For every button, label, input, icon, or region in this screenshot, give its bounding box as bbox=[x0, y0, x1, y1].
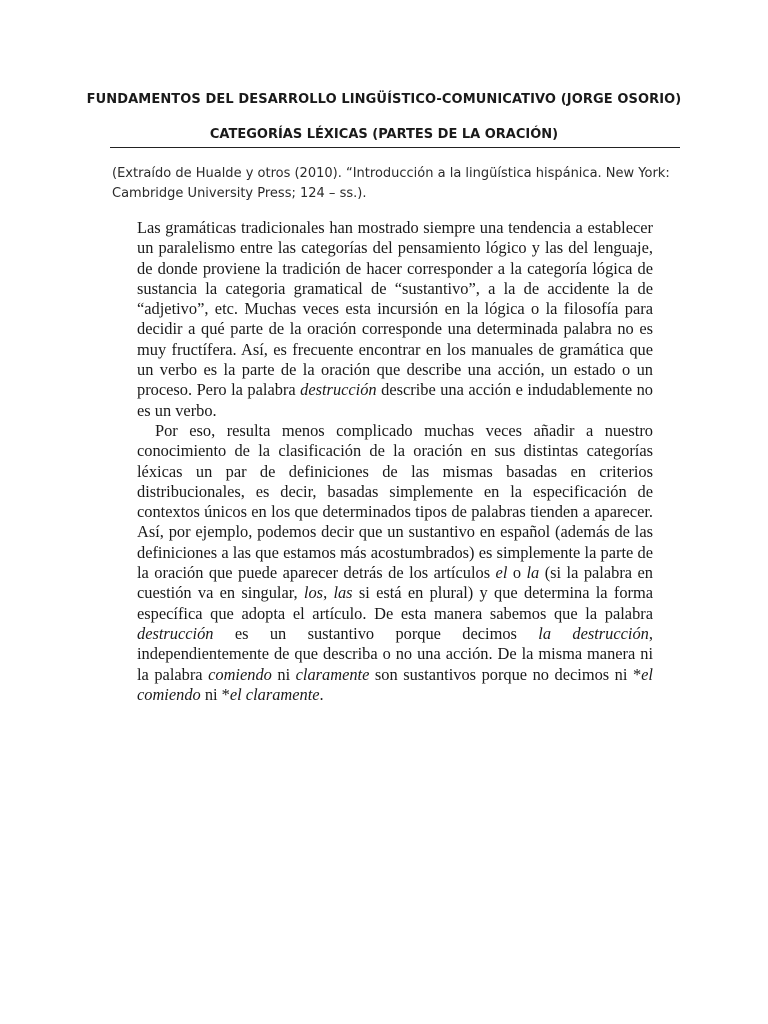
heading-rule bbox=[110, 147, 680, 148]
text-run: ni * bbox=[200, 684, 230, 704]
source-citation: (Extraído de Hualde y otros (2010). “Introducción a la lingüística hispánica. New York: Cambridge University Press; 124 – ss.). bbox=[112, 166, 670, 201]
text-run: Por eso, resulta menos complicado muchas veces añadir a nuestro conocimiento de la clasificación de la oración en sus distintas categorías léxicas un par de definiciones de las mismas basadas en criterios distribucionales, es decir, basadas simplemente en la especificación de contextos únicos en los que determinados tipos de palabras tienden a aparecer. Así, por ejemplo, podemos decir que un sustantivo en español (además de las definiciones a las que estamos más acostumbrados) es simplemente la parte de la oración que puede aparecer detrás de los artículos bbox=[137, 420, 653, 583]
italic-term: comiendo bbox=[208, 664, 272, 684]
text-run: , bbox=[323, 583, 334, 603]
text-run: o bbox=[507, 563, 527, 583]
section-heading: CATEGORÍAS LÉXICAS (PARTES DE LA ORACIÓN) bbox=[209, 127, 559, 142]
text-run: son sustantivos porque no decimos ni * bbox=[369, 664, 642, 684]
italic-term: la destrucción bbox=[538, 623, 649, 643]
text-run: (si la palabra en cuestión va en singular, bbox=[137, 563, 653, 603]
text-run: . bbox=[319, 684, 324, 704]
text-run: Las gramáticas tradicionales han mostrado siempre una tendencia a establecer un paralelismo entre las categorías del pensamiento lógico y las del lenguaje, de donde proviene la tradición de hacer corresponder a la categoría lógica de sustancia la categoria gramatical de “sustantivo”, a la de accidente la de “adjetivo”, etc. Muchas veces esta incursión en la lógica o la filosofía para decidir a qué parte de la oración corresponde una determinada palabra no es muy fructífera. Así, es frecuente encontrar en los manuales de gramática que un verbo es la parte de la oración que describe una acción, un estado o un proceso. Pero la palabra bbox=[137, 218, 653, 400]
italic-term: el comiendo bbox=[137, 664, 653, 704]
text-run: describe una acción e indudablemente no es un verbo. bbox=[137, 380, 653, 420]
document-title: FUNDAMENTOS DEL DESARROLLO LINGÜÍSTICO-COMUNICATIVO (JORGE OSORIO) bbox=[86, 92, 682, 107]
italic-term: claramente bbox=[295, 664, 370, 684]
italic-term: destrucción bbox=[300, 380, 377, 400]
italic-term: el bbox=[495, 563, 508, 583]
paragraph-2 bbox=[137, 421, 653, 705]
text-run: ni bbox=[271, 664, 296, 684]
italic-term: el claramente bbox=[229, 684, 320, 704]
paragraph-1 bbox=[137, 218, 653, 421]
italic-term: las bbox=[333, 583, 353, 603]
italic-term: destrucción bbox=[137, 623, 214, 643]
text-run: , independientemente de que describa o no una acción. De la misma manera ni la palabra bbox=[137, 623, 653, 684]
text-run: si está en plural) y que determina la forma específica que adopta el artículo. De esta manera sabemos que la palabra bbox=[137, 583, 653, 623]
italic-term: los bbox=[303, 583, 324, 603]
italic-term: la bbox=[526, 563, 540, 583]
body-text bbox=[137, 218, 653, 705]
text-run: es un sustantivo porque decimos bbox=[213, 623, 539, 643]
